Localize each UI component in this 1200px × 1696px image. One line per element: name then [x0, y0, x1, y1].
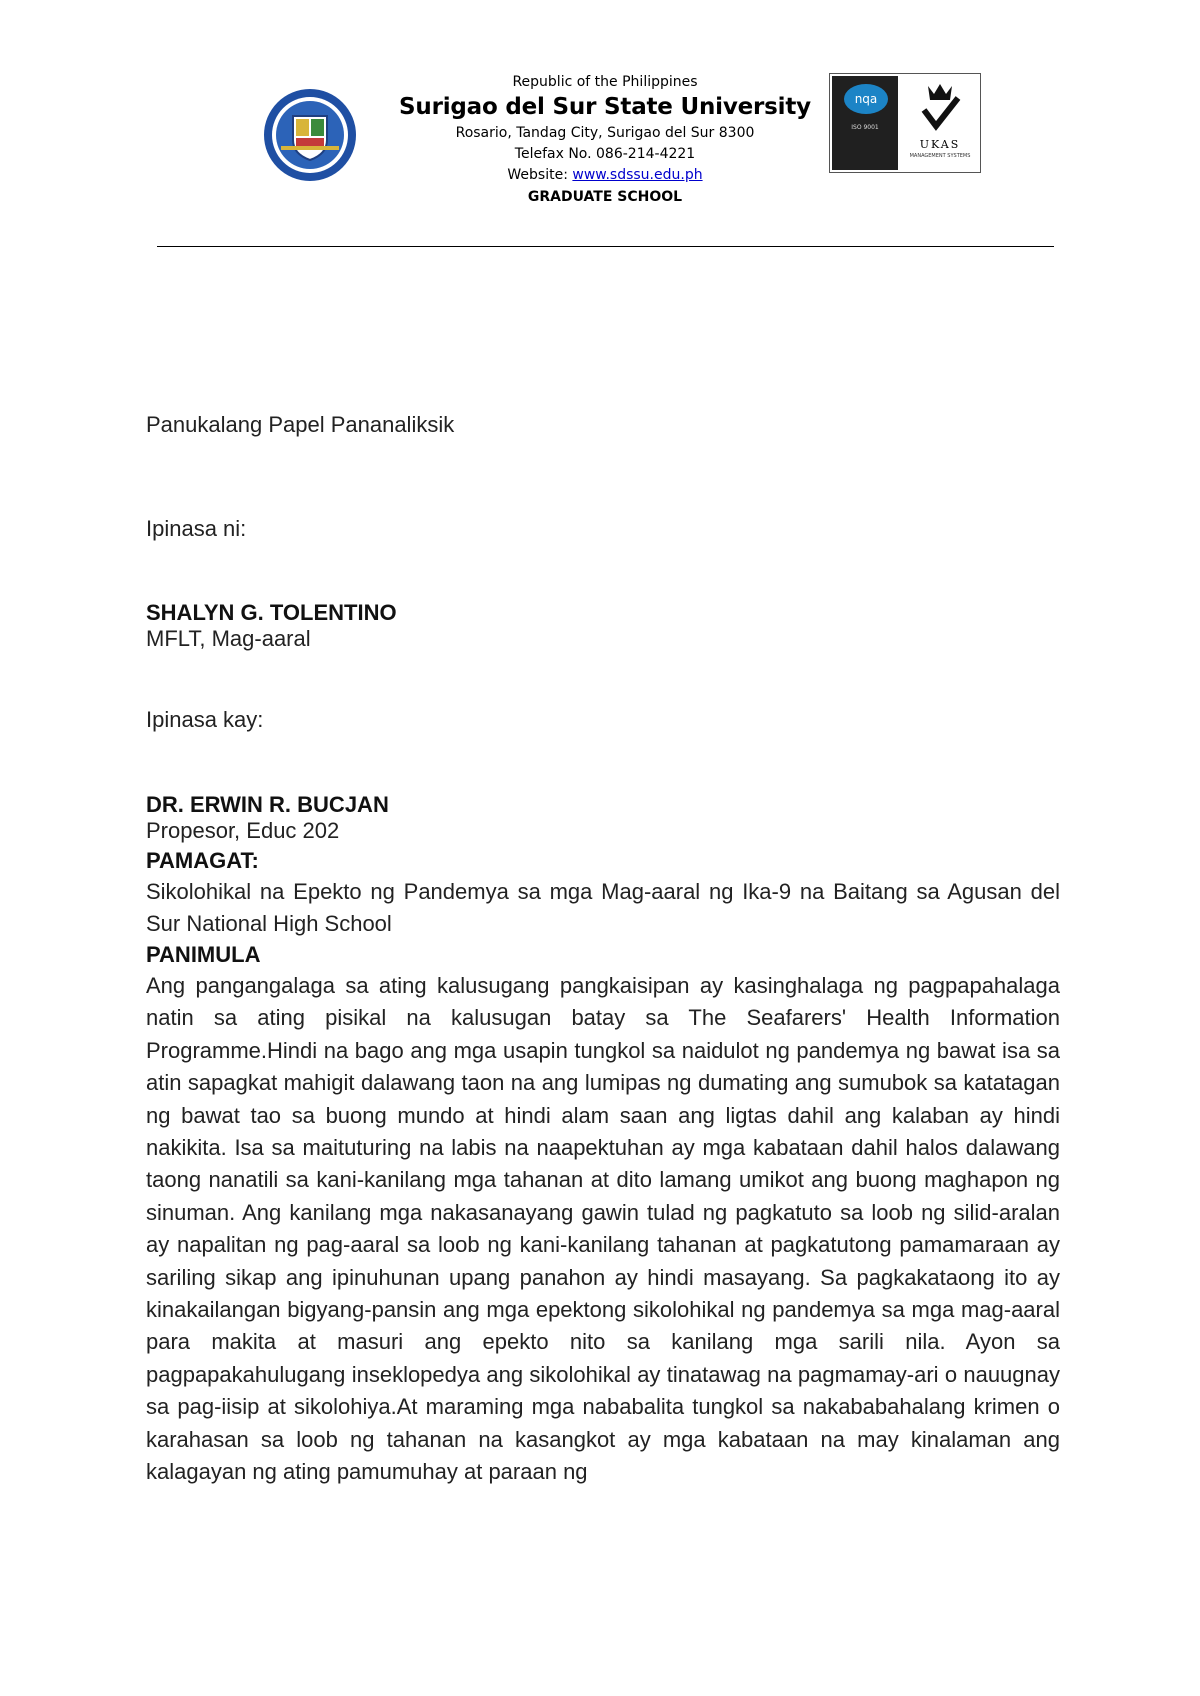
student-role: MFLT, Mag-aaral [146, 626, 311, 651]
website-link[interactable]: www.sdssu.edu.ph [572, 167, 703, 183]
department-name: GRADUATE SCHOOL [527, 189, 683, 205]
student-name: SHALYN G. TOLENTINO [146, 600, 397, 625]
research-title: Sikolohikal na Epekto ng Pandemya sa mga Mag-aaral ng Ika-9 na Baitang sa Agusan del Sur National High School [146, 879, 1060, 936]
ukas-certification-logo [902, 76, 978, 170]
letterhead [0, 0, 1200, 250]
introduction-heading: PANIMULA [146, 942, 261, 967]
crown-checkmark-icon [902, 76, 978, 136]
letterhead-text [380, 73, 830, 208]
nqa-logo-text: nqa [844, 84, 888, 114]
telefax-number: Telefax No. 086-214-4221 [514, 146, 696, 162]
professor-name: DR. ERWIN R. BUCJAN [146, 792, 389, 817]
iso-label: ISO 9001 [851, 124, 879, 131]
certification-badge [829, 73, 981, 173]
ukas-text: UKAS [919, 138, 961, 151]
document-type: Panukalang Papel Pananaliksik [146, 412, 455, 437]
website-label: Website: [507, 167, 568, 183]
university-seal-icon [263, 88, 357, 182]
submitted-by-label: Ipinasa ni: [146, 516, 247, 541]
professor-role: Propesor, Educ 202 [146, 818, 340, 843]
header-divider [157, 246, 1054, 247]
university-name: Surigao del Sur State University [399, 94, 811, 120]
nqa-certification-logo [832, 76, 898, 170]
university-address: Rosario, Tandag City, Surigao del Sur 8300 [455, 125, 755, 141]
website-line [380, 165, 830, 186]
title-heading: PAMAGAT: [146, 848, 259, 873]
submitted-to-label: Ipinasa kay: [146, 707, 264, 732]
document-body [146, 400, 1060, 1489]
introduction-paragraph: Ang pangangalaga sa ating kalusugang pangkaisipan ay kasinghalaga ng pagpapahalaga natin sa ating pisikal na kalusugan batay sa The Seafarers' Health Information Programme.Hindi na bago ang mga usapin tungkol sa naidulot ng pandemya ng bawat isa sa atin sapagkat mahigit dalawang taon na ang lumipas ng dumating ang sumubok sa katatagan ng bawat tao sa buong mundo at hindi alam saan ang ligtas dahil ang kalaban ay hindi nakikita. Isa sa maituturing na labis na naapektuhan ay mga kabataan dahil halos dalawang taong nanatili sa kani-kanilang mga tahanan at dito lamang umikot ang buong maghapon ng sinuman. Ang kanilang mga nakasanayang gawin tulad ng pagkatuto sa loob ng silid-aralan ay napalitan ng pag-aaral sa loob ng kani-kanilang tahanan at pagkatutong pamamaraan ay sariling sikap ang ipinuhunan upang panahon ay hindi masayang. Sa pagkakataong ito ay kinakailangan bigyang-pansin ang mga epektong sikolohikal ng pandemya sa mga mag-aaral para makita at masuri ang epekto nito sa kanilang mga sarili nila. Ayon sa pagpapakahulugang inseklopedya ang sikolohikal ay tinatawag na pagmamay-ari o nauugnay sa pag-iisip at sikolohiya.At maraming mga nababalita tungkol sa nakababahalang krimen o karahasan sa loob ng tahanan na kasangkot ay mga kabataan na may kinalaman ang kalagayan ng ating pamumuhay at paraan ng [146, 973, 1060, 1485]
ukas-subtext: MANAGEMENT SYSTEMS [909, 153, 971, 159]
republic-text: Republic of the Philippines [512, 74, 698, 90]
